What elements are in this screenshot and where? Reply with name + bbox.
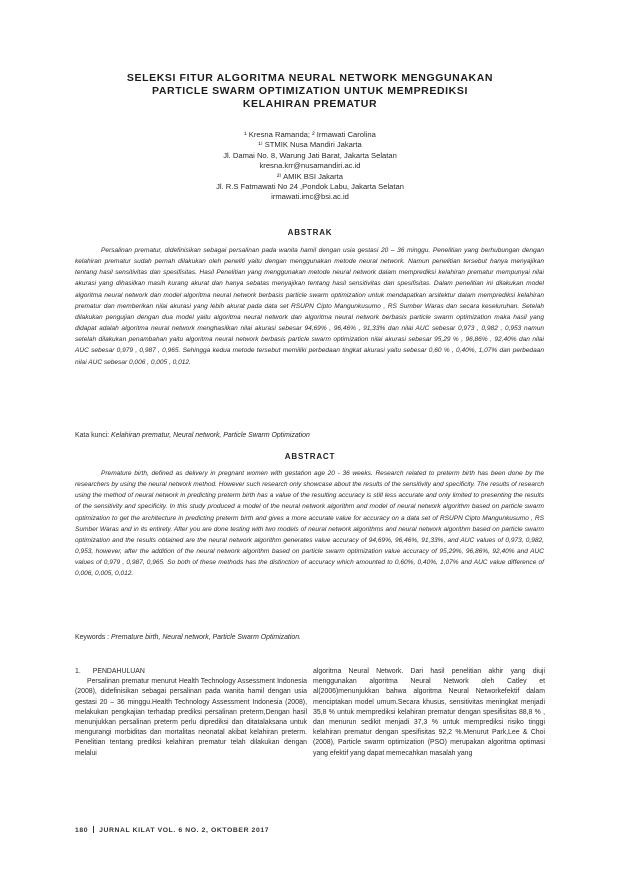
affiliation-2-name: ²⁾ AMIK BSI Jakarta xyxy=(276,171,343,181)
body-column-left xyxy=(75,667,307,759)
author-block xyxy=(150,130,470,203)
page-number: 180 xyxy=(75,827,89,834)
section-heading xyxy=(75,667,307,677)
affiliation-2-email: irmawati.imc@bsi.ac.id xyxy=(271,192,349,202)
abstrak-body: Persalinan prematur, didefinisikan sebagai persalinan pada wanita hamil dengan usia gestasi 20 – 36 minggu. Penelitian yang berhubungan dengan kelahiran prematur sudah pernah dilakukan oleh peneliti yaitu dengan menggunakan metode neural network. Namun penelitian tersebut hanya menyajikan tentang hasil sensitivitas dan spesifisitas. Hasil Penelitian yang menggunakan metode neural network dalam memprediksi kelahiran prematur mempunyai nilai akurasi yang dihasilkan masih kurang akurat dan hanya sebatas menyajikan tentang hasil sensitivitas dan spesifisitas. Dalam penelitian ini dilakukan model algoritma neural network dan model algoritma neural network berbasis particle swarm optimization untuk mendapatkan arsitektur dalam memprediksi kelahiran prematur dan memberikan nilai akurasi yang lebih akurat pada data set RSUPN Cipto Mangunkusumo , RS Sumber Waras dan secara keseluruhan. Setelah dilakukan pengujian dengan dua model yaitu algoritma neural network dan algoritma neural network berbasis particle swarm optimization maka hasil yang didapat adalah algoritma neural network menghasilkan nilai akurasi sebesar 94,69% , 96,46% , 91,33% dan nilai AUC sebesar 0,973 , 0,982 , 0,953 namun setelah dilakukan penambahan yaitu algoritma neural network berbasis particle swarm optimization nilai akurasi sebesar 95,29 % , 96,86% , 92,40% dan nilai AUC sebesar 0,979 , 0,987 , 0,965. Sehingga kedua metode tersebut memiliki perbedaan tingkat akurasi yaitu sebesar 0,60 % , 0,40%, 1,07% dan perbedaan nilai AUC sebesar 0,006 , 0,005 , 0,012. xyxy=(75,247,544,366)
affiliation-1-email: kresna.krr@nusamandiri.ac.id xyxy=(259,161,361,171)
intro-paragraph-left: Persalinan prematur menurut Health Technology Assessment Indonesia (2008), didefinisikan sebagai persalinan pada wanita hamil dengan usia gestasi 20 – 36 minggu.Health Technology Assessment Indonesia (2008), melakukan pengkajian terhadap prediksi persalinan preterm,Dengan hasil menunjukkan persalinan preterm perlu diprediksi dan ditatalaksana untuk mengurangi morbiditas dan mortalitas neonatal akibat kelahiran preterm. Penelitian tentang prediksi kelahiran prematur telah dilakukan dengan melalui xyxy=(75,678,307,757)
abstract-body: Premature birth, defined as delivery in pregnant women with gestation age 20 - 36 weeks. Research related to preterm birth has been done by the researchers by using the neural network method. However such research only showcase about the results of the sensitivity and specificity. The results of research using the method of neural network in predicting preterm birth has a value of the resulting accuracy is still less accurate and only limited to presenting the results of the sensitivity and specificity. In this study produced a model of the neural network algorithm and model of neural network algorithm based on particle swarm optimization to get the architecture in predicting preterm birth and gives a more accurate value for accuracy on a data set of RSUPN Cipto Mangunkusumo , RS Sumber Waras and in its entirety. After you are done testing with two models of neural network algorithms and neural network algorithm based on particle swarm optimization and the results obtained are the neural network algorithm generates value accuracy of 94,69%, 96,46%, 91,33%, and AUC values of 0,973, 0,982, 0,953, however, after the addition of the neural network algorithm based on particle swarm optimization value accuracy of 95,29%, 96,86%, 92,40% and AUC values of 0,979 , 0,987, 0,965. So both of these methods has the distinction of accuracy which amounted to 0,60%, 0,40%, 1,07% and AUC value difference of 0,006, 0,005, 0,012. xyxy=(75,470,544,578)
keywords-text: Premature birth, Neural network, Particle Swarm Optimization. xyxy=(111,634,301,641)
footer-divider xyxy=(93,826,94,833)
section-number: 1. xyxy=(75,668,81,675)
affiliation-1-address: Jl. Damai No. 8, Warung Jati Barat, Jakarta Selatan xyxy=(223,150,397,160)
abstract-heading: ABSTRACT xyxy=(284,452,336,461)
section-title: PENDAHULUAN xyxy=(92,668,145,675)
keywords-label: Kata kunci: xyxy=(75,432,110,439)
body-column-right xyxy=(313,667,545,759)
author-names: ¹ Kresna Ramanda; ² Irmawati Carolina xyxy=(244,130,376,139)
title-line-1: SELEKSI FITUR ALGORITMA NEURAL NETWORK MENGGUNAKAN xyxy=(126,72,494,84)
title-line-3: KELAHIRAN PREMATUR xyxy=(242,98,378,110)
keywords-label: Keywords : xyxy=(75,634,110,641)
intro-paragraph-right: algoritma Neural Network. Dari hasil penelitian akhir yang diuji menggunakan algoritma Neural Network oleh Catley et al(2006)menunjukkan bahwa algoritma Neural Networkefektif dalam menciptakan model umum.Secara khusus, sensitivitas meningkat menjadi 35,8 % untuk memprediksi kelahiran prematur dengan spesifisitas 88,8 % , dan menurun sedikit menjadi 37,3 % untuk memprediksi risiko tinggi kelahiran prematur dengan spesifisitas 92,2 %.Menurut Park,Lee & Choi (2008), Particle swarm optimization (PSO) merupakan algoritma optimasi yang efektif yang dapat memecahkan masalah yang xyxy=(313,668,545,757)
abstrak-heading: ABSTRAK xyxy=(287,228,333,237)
abstract-keywords xyxy=(75,634,301,641)
affiliation-2-address: Jl. R.S Fatmawati No 24 ,Pondok Labu, Jakarta Selatan xyxy=(216,182,404,192)
title-line-2: PARTICLE SWARM OPTIMIZATION UNTUK MEMPREDIKSI xyxy=(152,85,468,97)
abstrak-keywords xyxy=(75,432,310,439)
paper-title xyxy=(70,72,550,111)
journal-name: JURNAL KILAT VOL. 6 NO. 2, OKTOBER 2017 xyxy=(99,827,270,834)
page-footer xyxy=(75,826,269,834)
keywords-text: Kelahiran prematur, Neural network, Particle Swarm Optimization xyxy=(111,432,310,439)
affiliation-1-name: ¹⁾ STMIK Nusa Mandiri Jakarta xyxy=(258,140,362,150)
